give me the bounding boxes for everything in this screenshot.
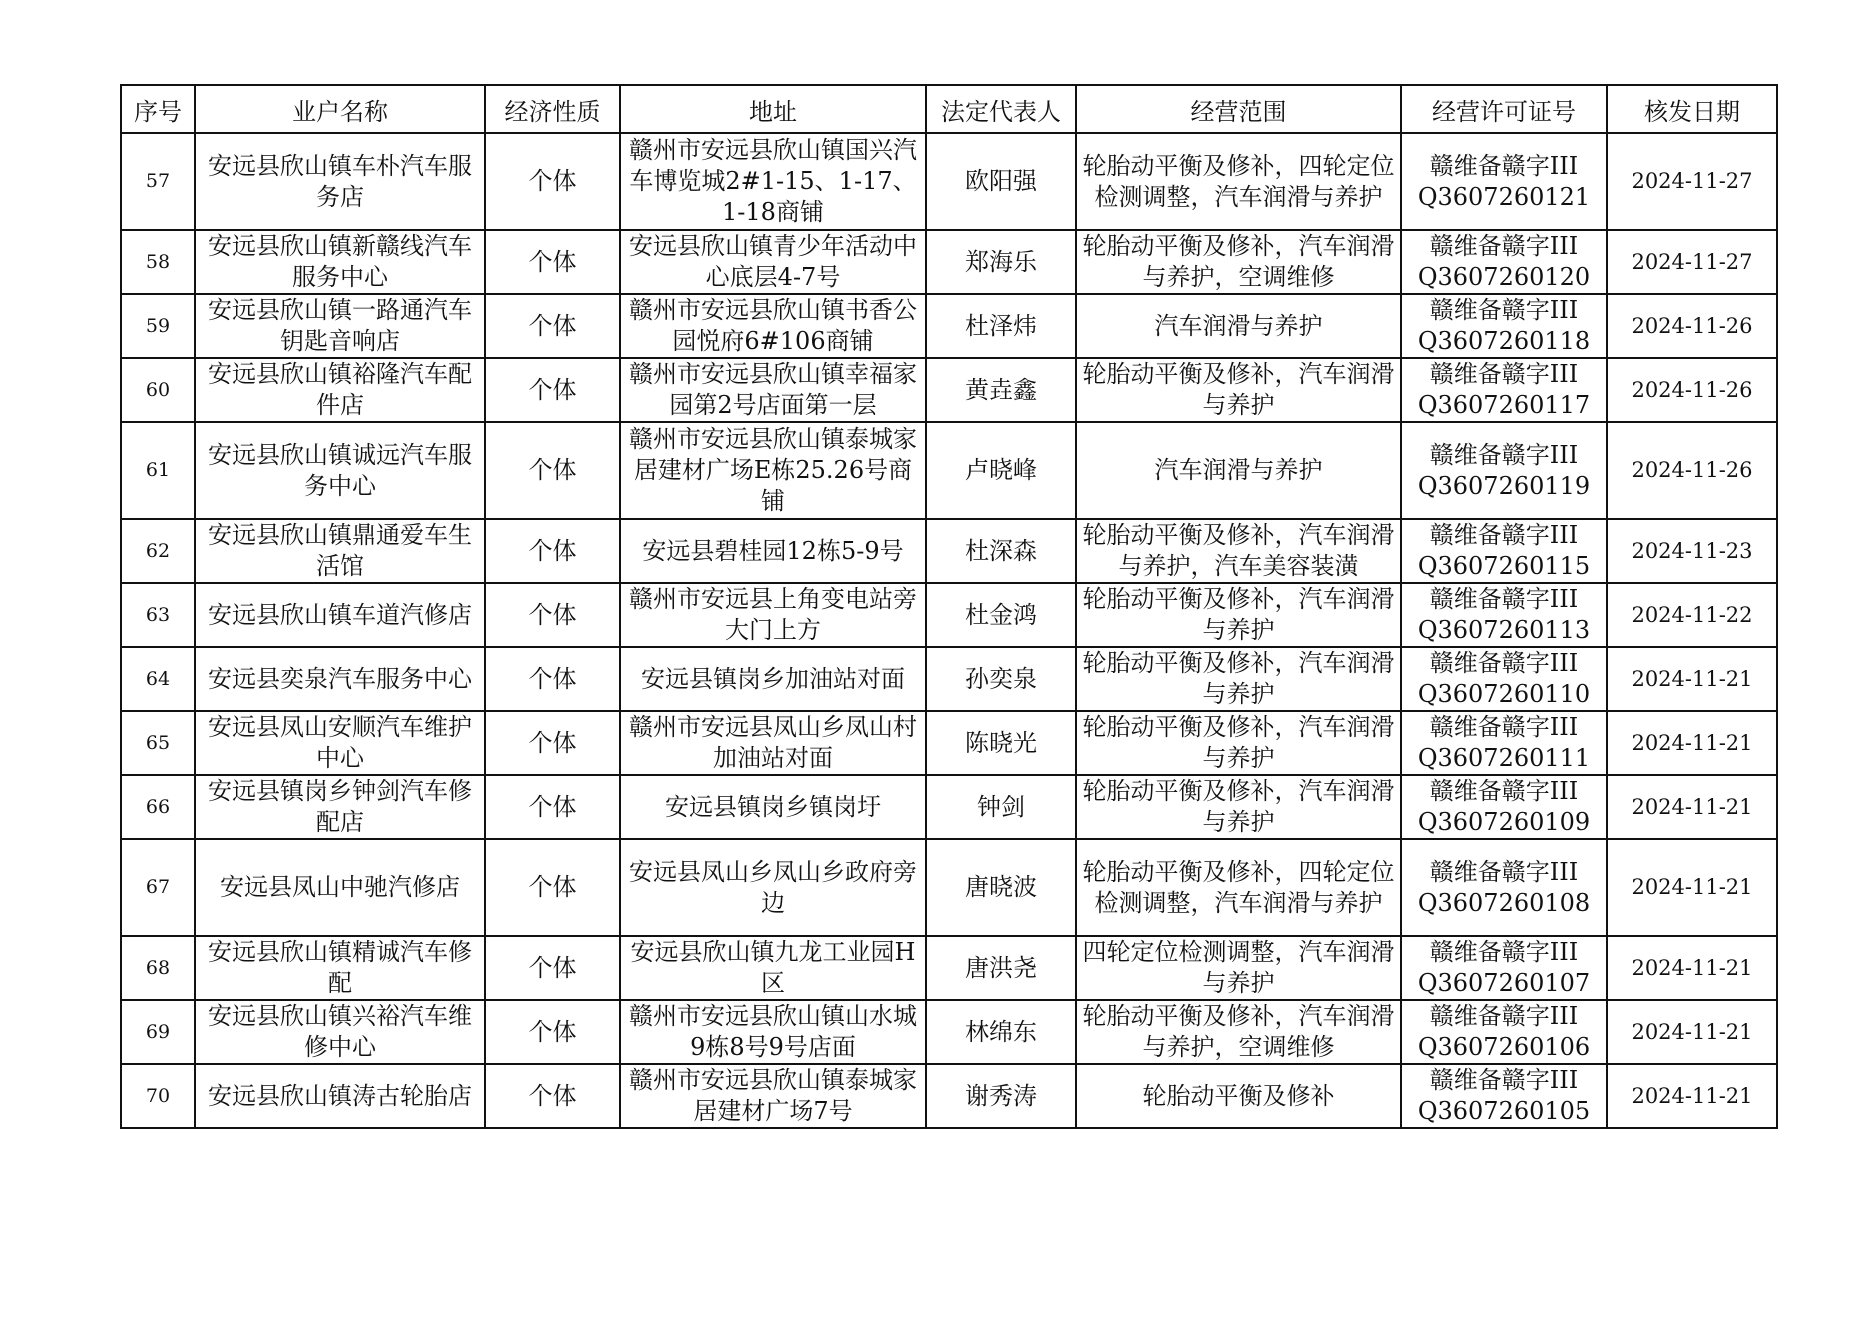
cell-scope: 轮胎动平衡及修补，四轮定位检测调整，汽车润滑与养护 <box>1076 133 1401 230</box>
cell-rep: 卢晓峰 <box>926 422 1076 519</box>
cell-nature: 个体 <box>485 519 620 583</box>
cell-nature: 个体 <box>485 1000 620 1064</box>
cell-name: 安远县欣山镇车道汽修店 <box>195 583 485 647</box>
table-row <box>121 358 1777 422</box>
cell-date: 2024-11-27 <box>1607 230 1777 294</box>
cell-rep: 谢秀涛 <box>926 1064 1076 1128</box>
cell-date: 2024-11-21 <box>1607 839 1777 936</box>
cell-name: 安远县欣山镇一路通汽车钥匙音响店 <box>195 294 485 358</box>
table-row <box>121 519 1777 583</box>
cell-nature: 个体 <box>485 711 620 775</box>
cell-name: 安远县欣山镇精诚汽车修配 <box>195 936 485 1000</box>
cell-rep: 杜深森 <box>926 519 1076 583</box>
cell-no: 62 <box>121 519 195 583</box>
table-row <box>121 936 1777 1000</box>
cell-no: 63 <box>121 583 195 647</box>
cell-rep: 孙奕泉 <box>926 647 1076 711</box>
cell-name: 安远县欣山镇新赣线汽车服务中心 <box>195 230 485 294</box>
cell-scope: 轮胎动平衡及修补，汽车润滑与养护，汽车美容装潢 <box>1076 519 1401 583</box>
cell-address: 赣州市安远县上角变电站旁大门上方 <box>620 583 926 647</box>
table-body <box>121 133 1777 1128</box>
cell-nature: 个体 <box>485 647 620 711</box>
cell-address: 赣州市安远县凤山乡凤山村加油站对面 <box>620 711 926 775</box>
cell-scope: 轮胎动平衡及修补，汽车润滑与养护 <box>1076 358 1401 422</box>
cell-name: 安远县欣山镇车朴汽车服务店 <box>195 133 485 230</box>
cell-license: 赣维备赣字III Q3607260118 <box>1401 294 1607 358</box>
cell-date: 2024-11-21 <box>1607 775 1777 839</box>
cell-scope: 汽车润滑与养护 <box>1076 294 1401 358</box>
cell-nature: 个体 <box>485 422 620 519</box>
cell-rep: 唐洪尧 <box>926 936 1076 1000</box>
cell-scope: 轮胎动平衡及修补，汽车润滑与养护 <box>1076 583 1401 647</box>
cell-name: 安远县欣山镇鼎通爱车生活馆 <box>195 519 485 583</box>
header-name: 业户名称 <box>195 85 485 133</box>
cell-date: 2024-11-21 <box>1607 647 1777 711</box>
table-row <box>121 775 1777 839</box>
cell-address: 赣州市安远县欣山镇书香公园悦府6#106商铺 <box>620 294 926 358</box>
cell-no: 66 <box>121 775 195 839</box>
cell-scope: 轮胎动平衡及修补，汽车润滑与养护 <box>1076 775 1401 839</box>
cell-address: 赣州市安远县欣山镇山水城9栋8号9号店面 <box>620 1000 926 1064</box>
cell-no: 67 <box>121 839 195 936</box>
cell-date: 2024-11-21 <box>1607 711 1777 775</box>
cell-date: 2024-11-26 <box>1607 422 1777 519</box>
cell-nature: 个体 <box>485 583 620 647</box>
cell-scope: 轮胎动平衡及修补，汽车润滑与养护，空调维修 <box>1076 1000 1401 1064</box>
cell-address: 安远县欣山镇青少年活动中心底层4-7号 <box>620 230 926 294</box>
cell-scope: 轮胎动平衡及修补，四轮定位检测调整，汽车润滑与养护 <box>1076 839 1401 936</box>
cell-license: 赣维备赣字III Q3607260105 <box>1401 1064 1607 1128</box>
cell-name: 安远县奕泉汽车服务中心 <box>195 647 485 711</box>
header-date: 核发日期 <box>1607 85 1777 133</box>
header-no: 序号 <box>121 85 195 133</box>
cell-name: 安远县欣山镇兴裕汽车维修中心 <box>195 1000 485 1064</box>
cell-scope: 轮胎动平衡及修补，汽车润滑与养护 <box>1076 647 1401 711</box>
cell-name: 安远县凤山安顺汽车维护中心 <box>195 711 485 775</box>
header-row <box>121 85 1777 133</box>
table-row <box>121 647 1777 711</box>
cell-date: 2024-11-27 <box>1607 133 1777 230</box>
cell-license: 赣维备赣字III Q3607260106 <box>1401 1000 1607 1064</box>
cell-rep: 黄垚鑫 <box>926 358 1076 422</box>
table-row <box>121 133 1777 230</box>
cell-no: 60 <box>121 358 195 422</box>
cell-license: 赣维备赣字III Q3607260120 <box>1401 230 1607 294</box>
cell-scope: 汽车润滑与养护 <box>1076 422 1401 519</box>
cell-license: 赣维备赣字III Q3607260121 <box>1401 133 1607 230</box>
cell-rep: 杜泽炜 <box>926 294 1076 358</box>
cell-name: 安远县欣山镇裕隆汽车配件店 <box>195 358 485 422</box>
cell-license: 赣维备赣字III Q3607260109 <box>1401 775 1607 839</box>
cell-name: 安远县欣山镇诚远汽车服务中心 <box>195 422 485 519</box>
cell-license: 赣维备赣字III Q3607260117 <box>1401 358 1607 422</box>
cell-address: 安远县碧桂园12栋5-9号 <box>620 519 926 583</box>
cell-address: 安远县镇岗乡加油站对面 <box>620 647 926 711</box>
cell-date: 2024-11-21 <box>1607 1000 1777 1064</box>
cell-address: 安远县镇岗乡镇岗圩 <box>620 775 926 839</box>
table-row <box>121 230 1777 294</box>
cell-nature: 个体 <box>485 775 620 839</box>
cell-rep: 陈晓光 <box>926 711 1076 775</box>
cell-rep: 唐晓波 <box>926 839 1076 936</box>
cell-address: 安远县凤山乡凤山乡政府旁边 <box>620 839 926 936</box>
cell-license: 赣维备赣字III Q3607260119 <box>1401 422 1607 519</box>
header-scope: 经营范围 <box>1076 85 1401 133</box>
cell-scope: 轮胎动平衡及修补，汽车润滑与养护 <box>1076 711 1401 775</box>
table-row <box>121 839 1777 936</box>
cell-date: 2024-11-26 <box>1607 294 1777 358</box>
cell-scope: 轮胎动平衡及修补，汽车润滑与养护，空调维修 <box>1076 230 1401 294</box>
cell-no: 61 <box>121 422 195 519</box>
cell-date: 2024-11-21 <box>1607 936 1777 1000</box>
cell-name: 安远县镇岗乡钟剑汽车修配店 <box>195 775 485 839</box>
cell-license: 赣维备赣字III Q3607260107 <box>1401 936 1607 1000</box>
table-row <box>121 583 1777 647</box>
cell-no: 69 <box>121 1000 195 1064</box>
table-row <box>121 711 1777 775</box>
cell-no: 65 <box>121 711 195 775</box>
cell-nature: 个体 <box>485 133 620 230</box>
cell-address: 赣州市安远县欣山镇泰城家居建材广场7号 <box>620 1064 926 1128</box>
header-rep: 法定代表人 <box>926 85 1076 133</box>
permit-table <box>120 84 1778 1129</box>
table-row <box>121 1064 1777 1128</box>
cell-address: 赣州市安远县欣山镇国兴汽车博览城2#1-15、1-17、1-18商铺 <box>620 133 926 230</box>
cell-name: 安远县欣山镇涛古轮胎店 <box>195 1064 485 1128</box>
cell-name: 安远县凤山中驰汽修店 <box>195 839 485 936</box>
cell-rep: 杜金鸿 <box>926 583 1076 647</box>
cell-scope: 轮胎动平衡及修补 <box>1076 1064 1401 1128</box>
cell-no: 59 <box>121 294 195 358</box>
header-nature: 经济性质 <box>485 85 620 133</box>
cell-license: 赣维备赣字III Q3607260111 <box>1401 711 1607 775</box>
table-row <box>121 1000 1777 1064</box>
cell-scope: 四轮定位检测调整，汽车润滑与养护 <box>1076 936 1401 1000</box>
document-page <box>120 84 1778 1129</box>
cell-no: 70 <box>121 1064 195 1128</box>
cell-no: 64 <box>121 647 195 711</box>
cell-date: 2024-11-22 <box>1607 583 1777 647</box>
cell-nature: 个体 <box>485 839 620 936</box>
cell-rep: 欧阳强 <box>926 133 1076 230</box>
cell-license: 赣维备赣字III Q3607260113 <box>1401 583 1607 647</box>
cell-nature: 个体 <box>485 358 620 422</box>
table-row <box>121 294 1777 358</box>
cell-no: 57 <box>121 133 195 230</box>
cell-date: 2024-11-23 <box>1607 519 1777 583</box>
cell-address: 赣州市安远县欣山镇幸福家园第2号店面第一层 <box>620 358 926 422</box>
cell-rep: 钟剑 <box>926 775 1076 839</box>
cell-license: 赣维备赣字III Q3607260110 <box>1401 647 1607 711</box>
cell-license: 赣维备赣字III Q3607260115 <box>1401 519 1607 583</box>
cell-address: 赣州市安远县欣山镇泰城家居建材广场E栋25.26号商铺 <box>620 422 926 519</box>
header-license: 经营许可证号 <box>1401 85 1607 133</box>
cell-nature: 个体 <box>485 936 620 1000</box>
table-row <box>121 422 1777 519</box>
cell-date: 2024-11-21 <box>1607 1064 1777 1128</box>
cell-license: 赣维备赣字III Q3607260108 <box>1401 839 1607 936</box>
cell-nature: 个体 <box>485 1064 620 1128</box>
cell-no: 58 <box>121 230 195 294</box>
cell-nature: 个体 <box>485 294 620 358</box>
cell-no: 68 <box>121 936 195 1000</box>
cell-rep: 林绵东 <box>926 1000 1076 1064</box>
cell-rep: 郑海乐 <box>926 230 1076 294</box>
header-address: 地址 <box>620 85 926 133</box>
cell-date: 2024-11-26 <box>1607 358 1777 422</box>
cell-nature: 个体 <box>485 230 620 294</box>
cell-address: 安远县欣山镇九龙工业园H区 <box>620 936 926 1000</box>
